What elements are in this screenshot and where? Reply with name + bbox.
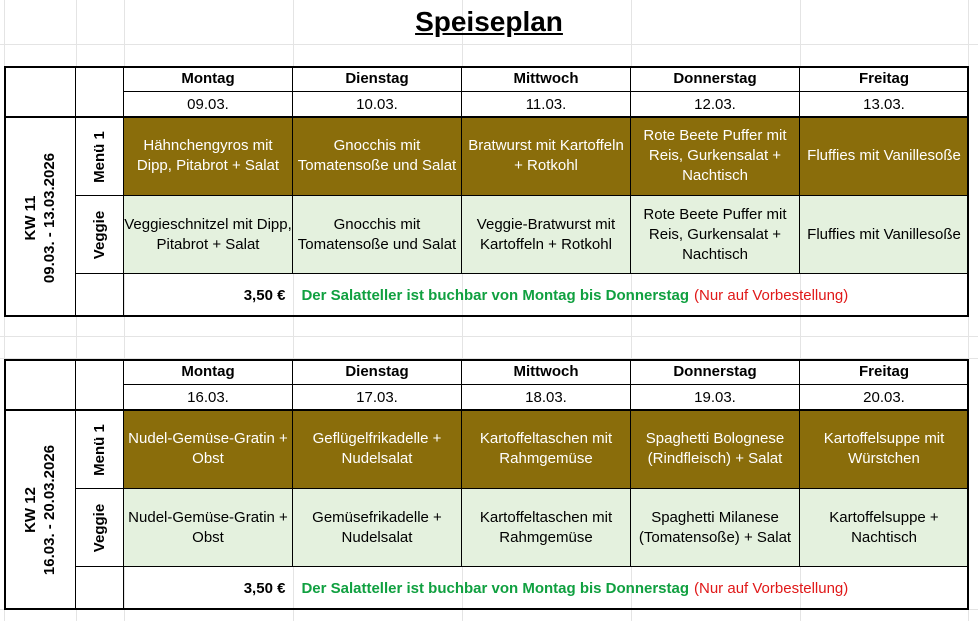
day-header: Dienstag [293, 360, 462, 385]
day-header: Donnerstag [631, 360, 800, 385]
week-border [4, 359, 969, 610]
salad-offer: Der Salatteller ist buchbar von Montag bis Donnerstag [301, 579, 690, 597]
date-cell: 12.03. [631, 92, 800, 117]
menu-cell: Rote Beete Puffer mit Reis, Gurkensalat + Nachtisch [631, 117, 800, 196]
day-header: Dienstag [293, 67, 462, 92]
veggie-cell: Veggieschnitzel mit Dipp, Pitabrot + Salat [124, 196, 293, 274]
week-range: 16.03. - 20.03.2026 [41, 444, 58, 576]
salad-price: 3,50 € [243, 579, 286, 597]
veggie-cell: Gemüsefrikadelle + Nudelsalat [293, 489, 462, 567]
veggie-cell: Fluffies mit Vanillesoße [800, 196, 968, 274]
menu-cell: Hähnchengyros mit Dipp, Pitabrot + Salat [124, 117, 293, 196]
menu-cell: Kartoffeltaschen mit Rahmgemüse [462, 410, 631, 489]
date-cell: 17.03. [293, 385, 462, 410]
menu-cell: Bratwurst mit Kartoffeln + Rotkohl [462, 117, 631, 196]
veggie-cell: Spaghetti Milanese (Tomatensoße) + Salat [631, 489, 800, 567]
date-cell: 20.03. [800, 385, 968, 410]
row-label-veggie: Veggie [91, 210, 108, 260]
week-number: KW 11 [22, 195, 39, 241]
day-header: Donnerstag [631, 67, 800, 92]
veggie-cell: Gnocchis mit Tomatensoße und Salat [293, 196, 462, 274]
salad-price: 3,50 € [243, 286, 286, 304]
menu-cell: Fluffies mit Vanillesoße [800, 117, 968, 196]
veggie-cell: Kartoffelsuppe + Nachtisch [800, 489, 968, 567]
date-cell: 16.03. [124, 385, 293, 410]
row-label-menu: Menü 1 [91, 424, 108, 476]
day-header: Freitag [800, 67, 968, 92]
veggie-cell: Rote Beete Puffer mit Reis, Gurkensalat + Nachtisch [631, 196, 800, 274]
salad-offer: Der Salatteller ist buchbar von Montag bis Donnerstag [301, 286, 690, 304]
date-cell: 19.03. [631, 385, 800, 410]
menu-cell: Kartoffelsuppe mit Würstchen [800, 410, 968, 489]
date-cell: 09.03. [124, 92, 293, 117]
day-header: Mittwoch [462, 67, 631, 92]
day-header: Mittwoch [462, 360, 631, 385]
date-cell: 10.03. [293, 92, 462, 117]
date-cell: 11.03. [462, 92, 631, 117]
veggie-cell: Kartoffeltaschen mit Rahmgemüse [462, 489, 631, 567]
day-header: Montag [124, 360, 293, 385]
row-label-veggie: Veggie [91, 503, 108, 553]
day-header: Montag [124, 67, 293, 92]
row-label-menu: Menü 1 [91, 131, 108, 183]
day-header: Freitag [800, 360, 968, 385]
preorder-note: (Nur auf Vorbestellung) [694, 579, 849, 597]
week-range: 09.03. - 13.03.2026 [41, 152, 58, 284]
veggie-cell: Nudel-Gemüse-Gratin + Obst [124, 489, 293, 567]
page-title: Speiseplan [415, 6, 563, 37]
date-cell: 13.03. [800, 92, 968, 117]
menu-cell: Gnocchis mit Tomatensoße und Salat [293, 117, 462, 196]
menu-cell: Geflügelfrikadelle + Nudelsalat [293, 410, 462, 489]
preorder-note: (Nur auf Vorbestellung) [694, 286, 849, 304]
date-cell: 18.03. [462, 385, 631, 410]
veggie-cell: Veggie-Bratwurst mit Kartoffeln + Rotkohl [462, 196, 631, 274]
menu-cell: Spaghetti Bolognese (Rindfleisch) + Salat [631, 410, 800, 489]
week-number: KW 12 [22, 487, 39, 533]
menu-cell: Nudel-Gemüse-Gratin + Obst [124, 410, 293, 489]
week-border [4, 66, 969, 317]
